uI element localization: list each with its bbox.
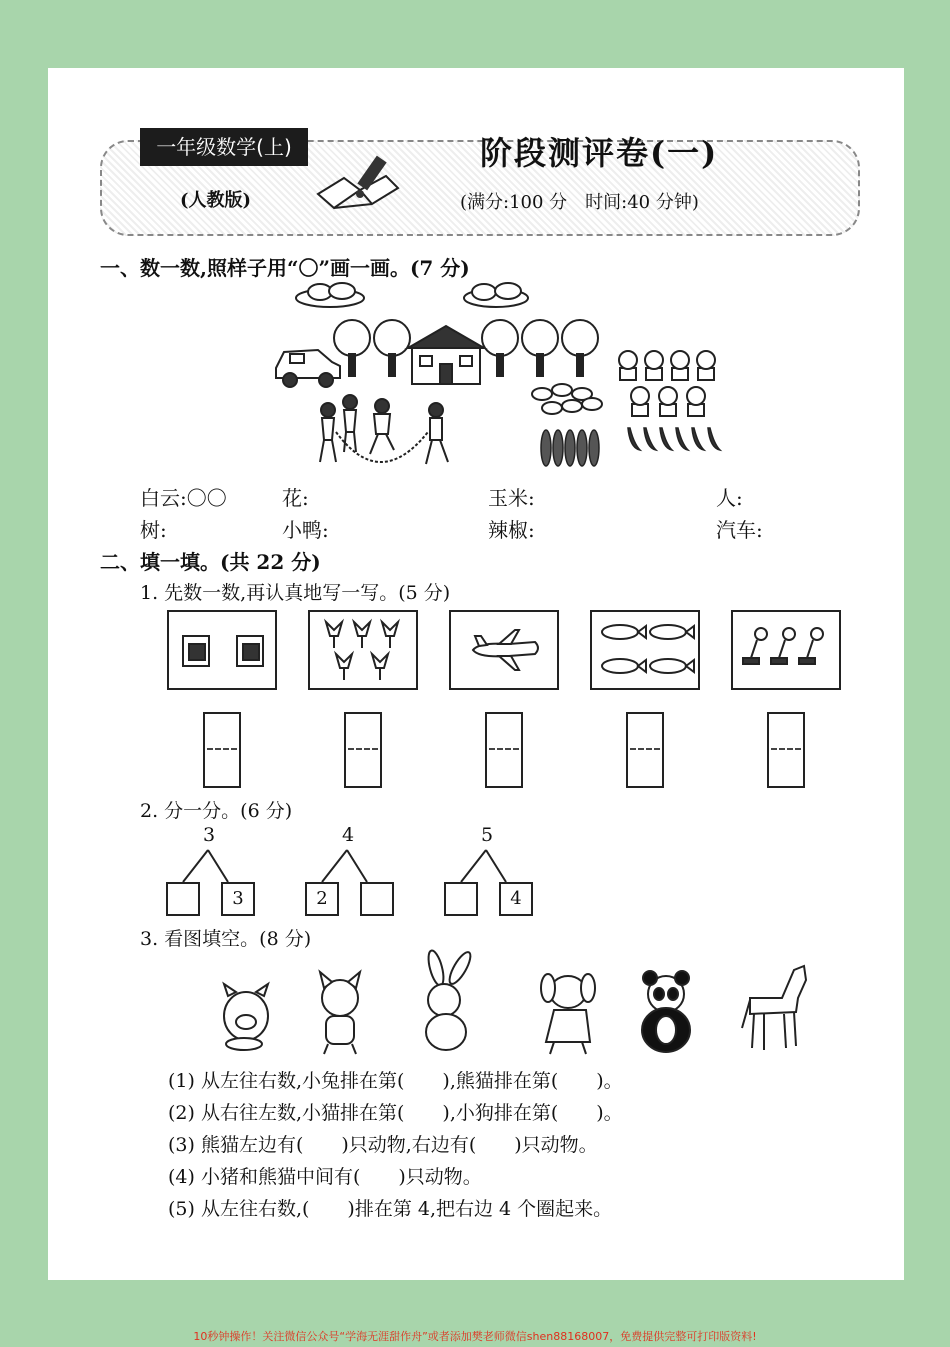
label-cloud: 白云:〇〇: [140, 486, 227, 510]
tulip-icon: [326, 622, 398, 680]
edition-label: (人教版): [180, 190, 252, 211]
split-left-box[interactable]: [444, 882, 478, 916]
section2-title: 二、填一填。(共 22 分): [100, 550, 321, 574]
horse-icon: [742, 966, 806, 1050]
section1-title: 一、数一数,照样子用“〇”画一画。(7 分): [100, 256, 470, 280]
exam-meta: (满分:100 分 时间:40 分钟): [460, 192, 699, 213]
animals-row: [214, 958, 814, 1058]
scene-illustration: [270, 282, 730, 472]
label-flower: 花:: [282, 486, 309, 510]
book-pen-icon: [314, 150, 404, 212]
answer-box[interactable]: [203, 712, 241, 788]
split-branches: [305, 848, 385, 884]
picture-lamps: [731, 610, 841, 690]
cat-icon: [320, 972, 360, 1054]
grade-tag: 一年级数学(上): [140, 128, 308, 166]
q3-line-4: (4) 小猪和熊猫中间有( )只动物。: [168, 1166, 482, 1188]
picture-tulips: [308, 610, 418, 690]
split-top-number: 5: [481, 824, 494, 846]
q3-line-2: (2) 从右往左数,小猫排在第( ),小狗排在第( )。: [168, 1102, 623, 1124]
cloud-icon: [464, 283, 528, 307]
label-tree: 树:: [140, 518, 167, 542]
flower-icon: [619, 351, 715, 416]
exam-title: 阶段测评卷(一): [480, 134, 719, 172]
person-icon: [320, 395, 448, 464]
car-icon: [276, 350, 340, 387]
label-corn: 玉米:: [488, 486, 535, 510]
desk-lamp-icon: [743, 628, 823, 664]
panda-icon: [642, 971, 690, 1052]
telephone-icon: [237, 636, 263, 666]
rabbit-icon: [426, 949, 475, 1050]
q2-title: 2. 分一分。(6 分): [140, 800, 293, 822]
pig-icon: [224, 984, 268, 1050]
picture-fish: [590, 610, 700, 690]
split-right-box[interactable]: 3: [221, 882, 255, 916]
split-top-number: 3: [203, 824, 216, 846]
q3-line-5: (5) 从左往右数,( )排在第 4,把右边 4 个圈起来。: [168, 1198, 613, 1220]
split-right-box[interactable]: 4: [499, 882, 533, 916]
label-person: 人:: [716, 486, 743, 510]
q3-title: 3. 看图填空。(8 分): [140, 928, 312, 950]
fish-icon: [602, 625, 694, 673]
cloud-sample-circles: 〇〇: [186, 486, 227, 510]
split-left-box[interactable]: [166, 882, 200, 916]
picture-phones: [167, 610, 277, 690]
label-duck: 小鸭:: [282, 518, 329, 542]
split-branches: [166, 848, 246, 884]
answer-box[interactable]: [626, 712, 664, 788]
cloud-icon: [296, 283, 364, 307]
split-right-box[interactable]: [360, 882, 394, 916]
q3-line-1: (1) 从左往右数,小兔排在第( ),熊猫排在第( )。: [168, 1070, 623, 1092]
duck-icon: [532, 384, 602, 414]
answer-box[interactable]: [344, 712, 382, 788]
split-top-number: 4: [342, 824, 355, 846]
answer-box[interactable]: [767, 712, 805, 788]
answer-box[interactable]: [485, 712, 523, 788]
promo-footer: 10秒钟操作！关注微信公众号“学海无涯甜作舟”或者添加樊老师微信shen88168007，免费提供完整可打印版资料!: [193, 1330, 757, 1343]
pepper-icon: [628, 428, 720, 450]
airplane-icon: [473, 630, 538, 670]
house-icon: [408, 326, 484, 384]
split-branches: [444, 848, 524, 884]
split-left-box[interactable]: 2: [305, 882, 339, 916]
dog-icon: [541, 974, 595, 1054]
corn-icon: [541, 430, 599, 466]
label-pepper: 辣椒:: [488, 518, 535, 542]
label-car: 汽车:: [716, 518, 763, 542]
picture-airplane: [449, 610, 559, 690]
q3-line-3: (3) 熊猫左边有( )只动物,右边有( )只动物。: [168, 1134, 598, 1156]
telephone-icon: [183, 636, 209, 666]
q1-title: 1. 先数一数,再认真地写一写。(5 分): [140, 582, 451, 604]
